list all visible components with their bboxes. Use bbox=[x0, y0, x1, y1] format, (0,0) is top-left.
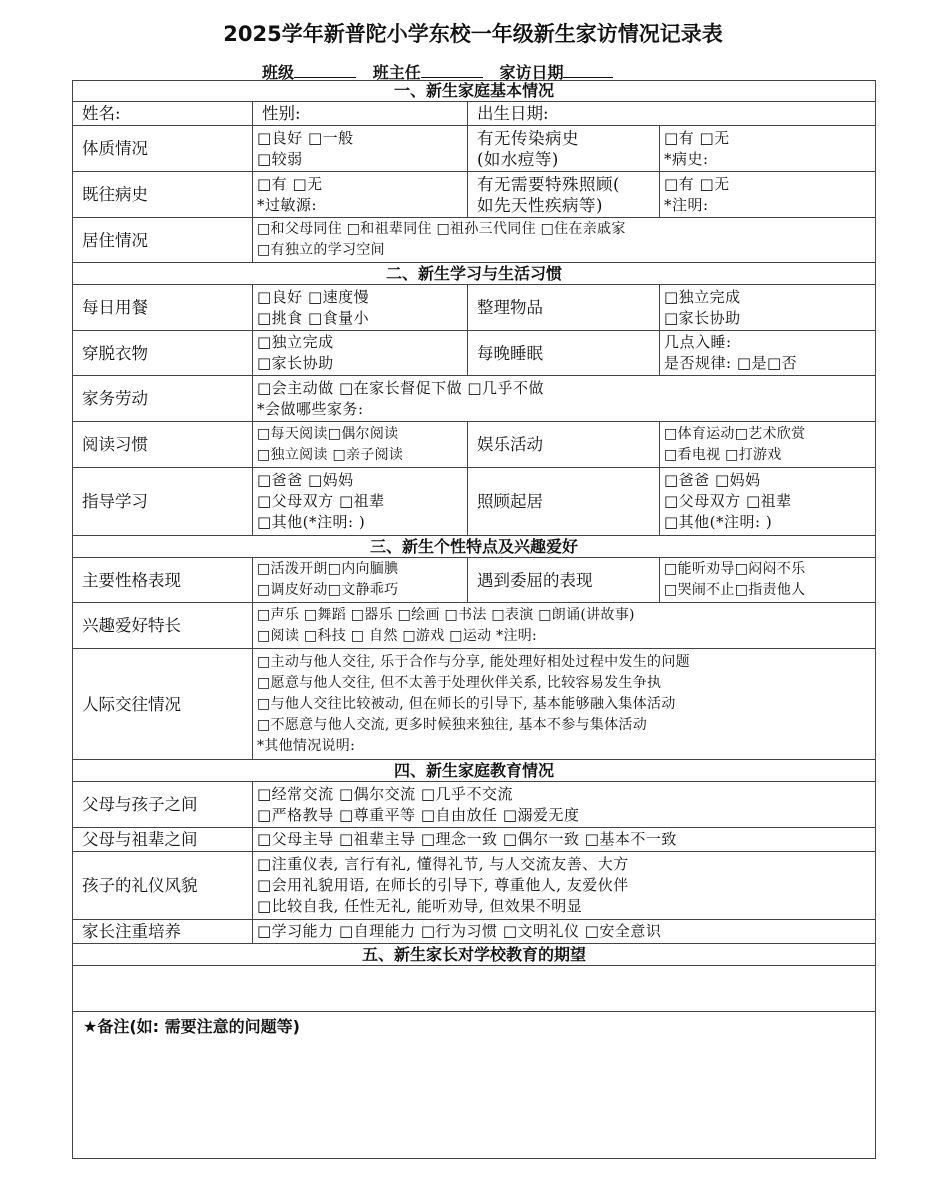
chores-label: 家务劳动 bbox=[73, 376, 253, 422]
special-care-options[interactable]: □有 □无 *注明: bbox=[660, 172, 876, 218]
focus-options[interactable]: □学习能力 □自理能力 □行为习惯 □文明礼仪 □安全意识 bbox=[253, 920, 876, 944]
daily-care-label: 照顾起居 bbox=[468, 468, 660, 536]
study-guide-options[interactable]: □爸爸 □妈妈 □父母双方 □祖辈 □其他(*注明: ) bbox=[253, 468, 468, 536]
chores-options[interactable]: □会主动做 □在家长督促下做 □几乎不做 *会做哪些家务: bbox=[253, 376, 876, 422]
meal-options[interactable]: □良好 □速度慢 □挑食 □食量小 bbox=[253, 285, 468, 331]
study-guide-label: 指导学习 bbox=[73, 468, 253, 536]
social-label: 人际交往情况 bbox=[73, 649, 253, 760]
sleep-options[interactable]: 几点入睡: 是否规律: □是□否 bbox=[660, 331, 876, 376]
meal-label: 每日用餐 bbox=[73, 285, 253, 331]
section-2-title: 二、新生学习与生活习惯 bbox=[73, 263, 876, 285]
parent-child-label: 父母与孩子之间 bbox=[73, 782, 253, 828]
etiquette-label: 孩子的礼仪风貌 bbox=[73, 852, 253, 920]
leisure-options[interactable]: □体育运动□艺术欣赏 □看电视 □打游戏 bbox=[660, 422, 876, 468]
dress-label: 穿脱衣物 bbox=[73, 331, 253, 376]
history-options[interactable]: □有 □无 *过敏源: bbox=[253, 172, 468, 218]
focus-label: 家长注重培养 bbox=[73, 920, 253, 944]
parent-child-options[interactable]: □经常交流 □偶尔交流 □几乎不交流 □严格教导 □尊重平等 □自由放任 □溺爱无度 bbox=[253, 782, 876, 828]
personality-options[interactable]: □活泼开朗□内向腼腆 □调皮好动□文静乖巧 bbox=[253, 558, 468, 603]
reading-label: 阅读习惯 bbox=[73, 422, 253, 468]
name-label[interactable]: 姓名: bbox=[73, 102, 253, 126]
living-options[interactable]: □和父母同住 □和祖辈同住 □祖孙三代同住 □住在亲戚家 □有独立的学习空间 bbox=[253, 218, 876, 263]
social-options[interactable]: □主动与他人交往, 乐于合作与分享, 能处理好相处过程中发生的问题 □愿意与他人交往, 但不太善于处理伙伴关系, 比较容易发生争执 □与他人交往比较被动, 但在师长的引导下, 基本能够融入集体活动 □不愿意与他人交流, 更多时候独来独往, 基本不参与集体活动 *其他情况说明: bbox=[253, 649, 876, 760]
parent-grand-options[interactable]: □父母主导 □祖辈主导 □理念一致 □偶尔一致 □基本不一致 bbox=[253, 828, 876, 852]
section-5-title: 五、新生家长对学校教育的期望 bbox=[73, 944, 876, 966]
teacher-label: 班主任 bbox=[372, 63, 421, 82]
history-label: 既往病史 bbox=[73, 172, 253, 218]
infection-options[interactable]: □有 □无 *病史: bbox=[660, 126, 876, 172]
leisure-label: 娱乐活动 bbox=[468, 422, 660, 468]
reading-options[interactable]: □每天阅读□偶尔阅读 □独立阅读 □亲子阅读 bbox=[253, 422, 468, 468]
grievance-label: 遇到委屈的表现 bbox=[468, 558, 660, 603]
birth-label[interactable]: 出生日期: bbox=[468, 102, 876, 126]
class-label: 班级 bbox=[262, 63, 295, 82]
grievance-options[interactable]: □能听劝导□闷闷不乐 □哭闹不止□指责他人 bbox=[660, 558, 876, 603]
class-field[interactable] bbox=[294, 63, 356, 78]
form-title: 2025学年新普陀小学东校一年级新生家访情况记录表 bbox=[223, 22, 723, 46]
tidy-options[interactable]: □独立完成 □家长协助 bbox=[660, 285, 876, 331]
section-3-title: 三、新生个性特点及兴趣爱好 bbox=[73, 536, 876, 558]
personality-label: 主要性格表现 bbox=[73, 558, 253, 603]
section-1-title: 一、新生家庭基本情况 bbox=[73, 81, 876, 102]
notes-label: ★备注(如: 需要注意的问题等) bbox=[83, 1017, 300, 1036]
hobby-label: 兴趣爱好特长 bbox=[73, 603, 253, 649]
sleep-label: 每晚睡眠 bbox=[468, 331, 660, 376]
daily-care-options[interactable]: □爸爸 □妈妈 □父母双方 □祖辈 □其他(*注明: ) bbox=[660, 468, 876, 536]
dress-options[interactable]: □独立完成 □家长协助 bbox=[253, 331, 468, 376]
living-label: 居住情况 bbox=[73, 218, 253, 263]
parent-grand-label: 父母与祖辈之间 bbox=[73, 828, 253, 852]
physique-label: 体质情况 bbox=[73, 126, 253, 172]
hobby-options[interactable]: □声乐 □舞蹈 □器乐 □绘画 □书法 □表演 □朗诵(讲故事) □阅读 □科技 □ 自然 □游戏 □运动 *注明: bbox=[253, 603, 876, 649]
expectation-field[interactable] bbox=[73, 966, 876, 1012]
physique-options[interactable]: □良好 □一般 □较弱 bbox=[253, 126, 468, 172]
special-care-question: 有无需要特殊照顾( 如先天性疾病等) bbox=[468, 172, 660, 218]
section-4-title: 四、新生家庭教育情况 bbox=[73, 760, 876, 782]
date-field[interactable] bbox=[563, 63, 613, 78]
tidy-label: 整理物品 bbox=[468, 285, 660, 331]
notes-field[interactable] bbox=[73, 1012, 876, 1159]
date-label: 家访日期 bbox=[499, 63, 564, 82]
infection-question: 有无传染病史 (如水痘等) bbox=[468, 126, 660, 172]
etiquette-options[interactable]: □注重仪表, 言行有礼, 懂得礼节, 与人交流友善、大方 □会用礼貌用语, 在师长的引导下, 尊重他人, 友爱伙伴 □比较自我, 任性无礼, 能听劝导, 但效果不明显 bbox=[253, 852, 876, 920]
teacher-field[interactable] bbox=[421, 63, 483, 78]
visit-record-table bbox=[72, 80, 876, 1159]
gender-label[interactable]: 性别: bbox=[253, 102, 468, 126]
